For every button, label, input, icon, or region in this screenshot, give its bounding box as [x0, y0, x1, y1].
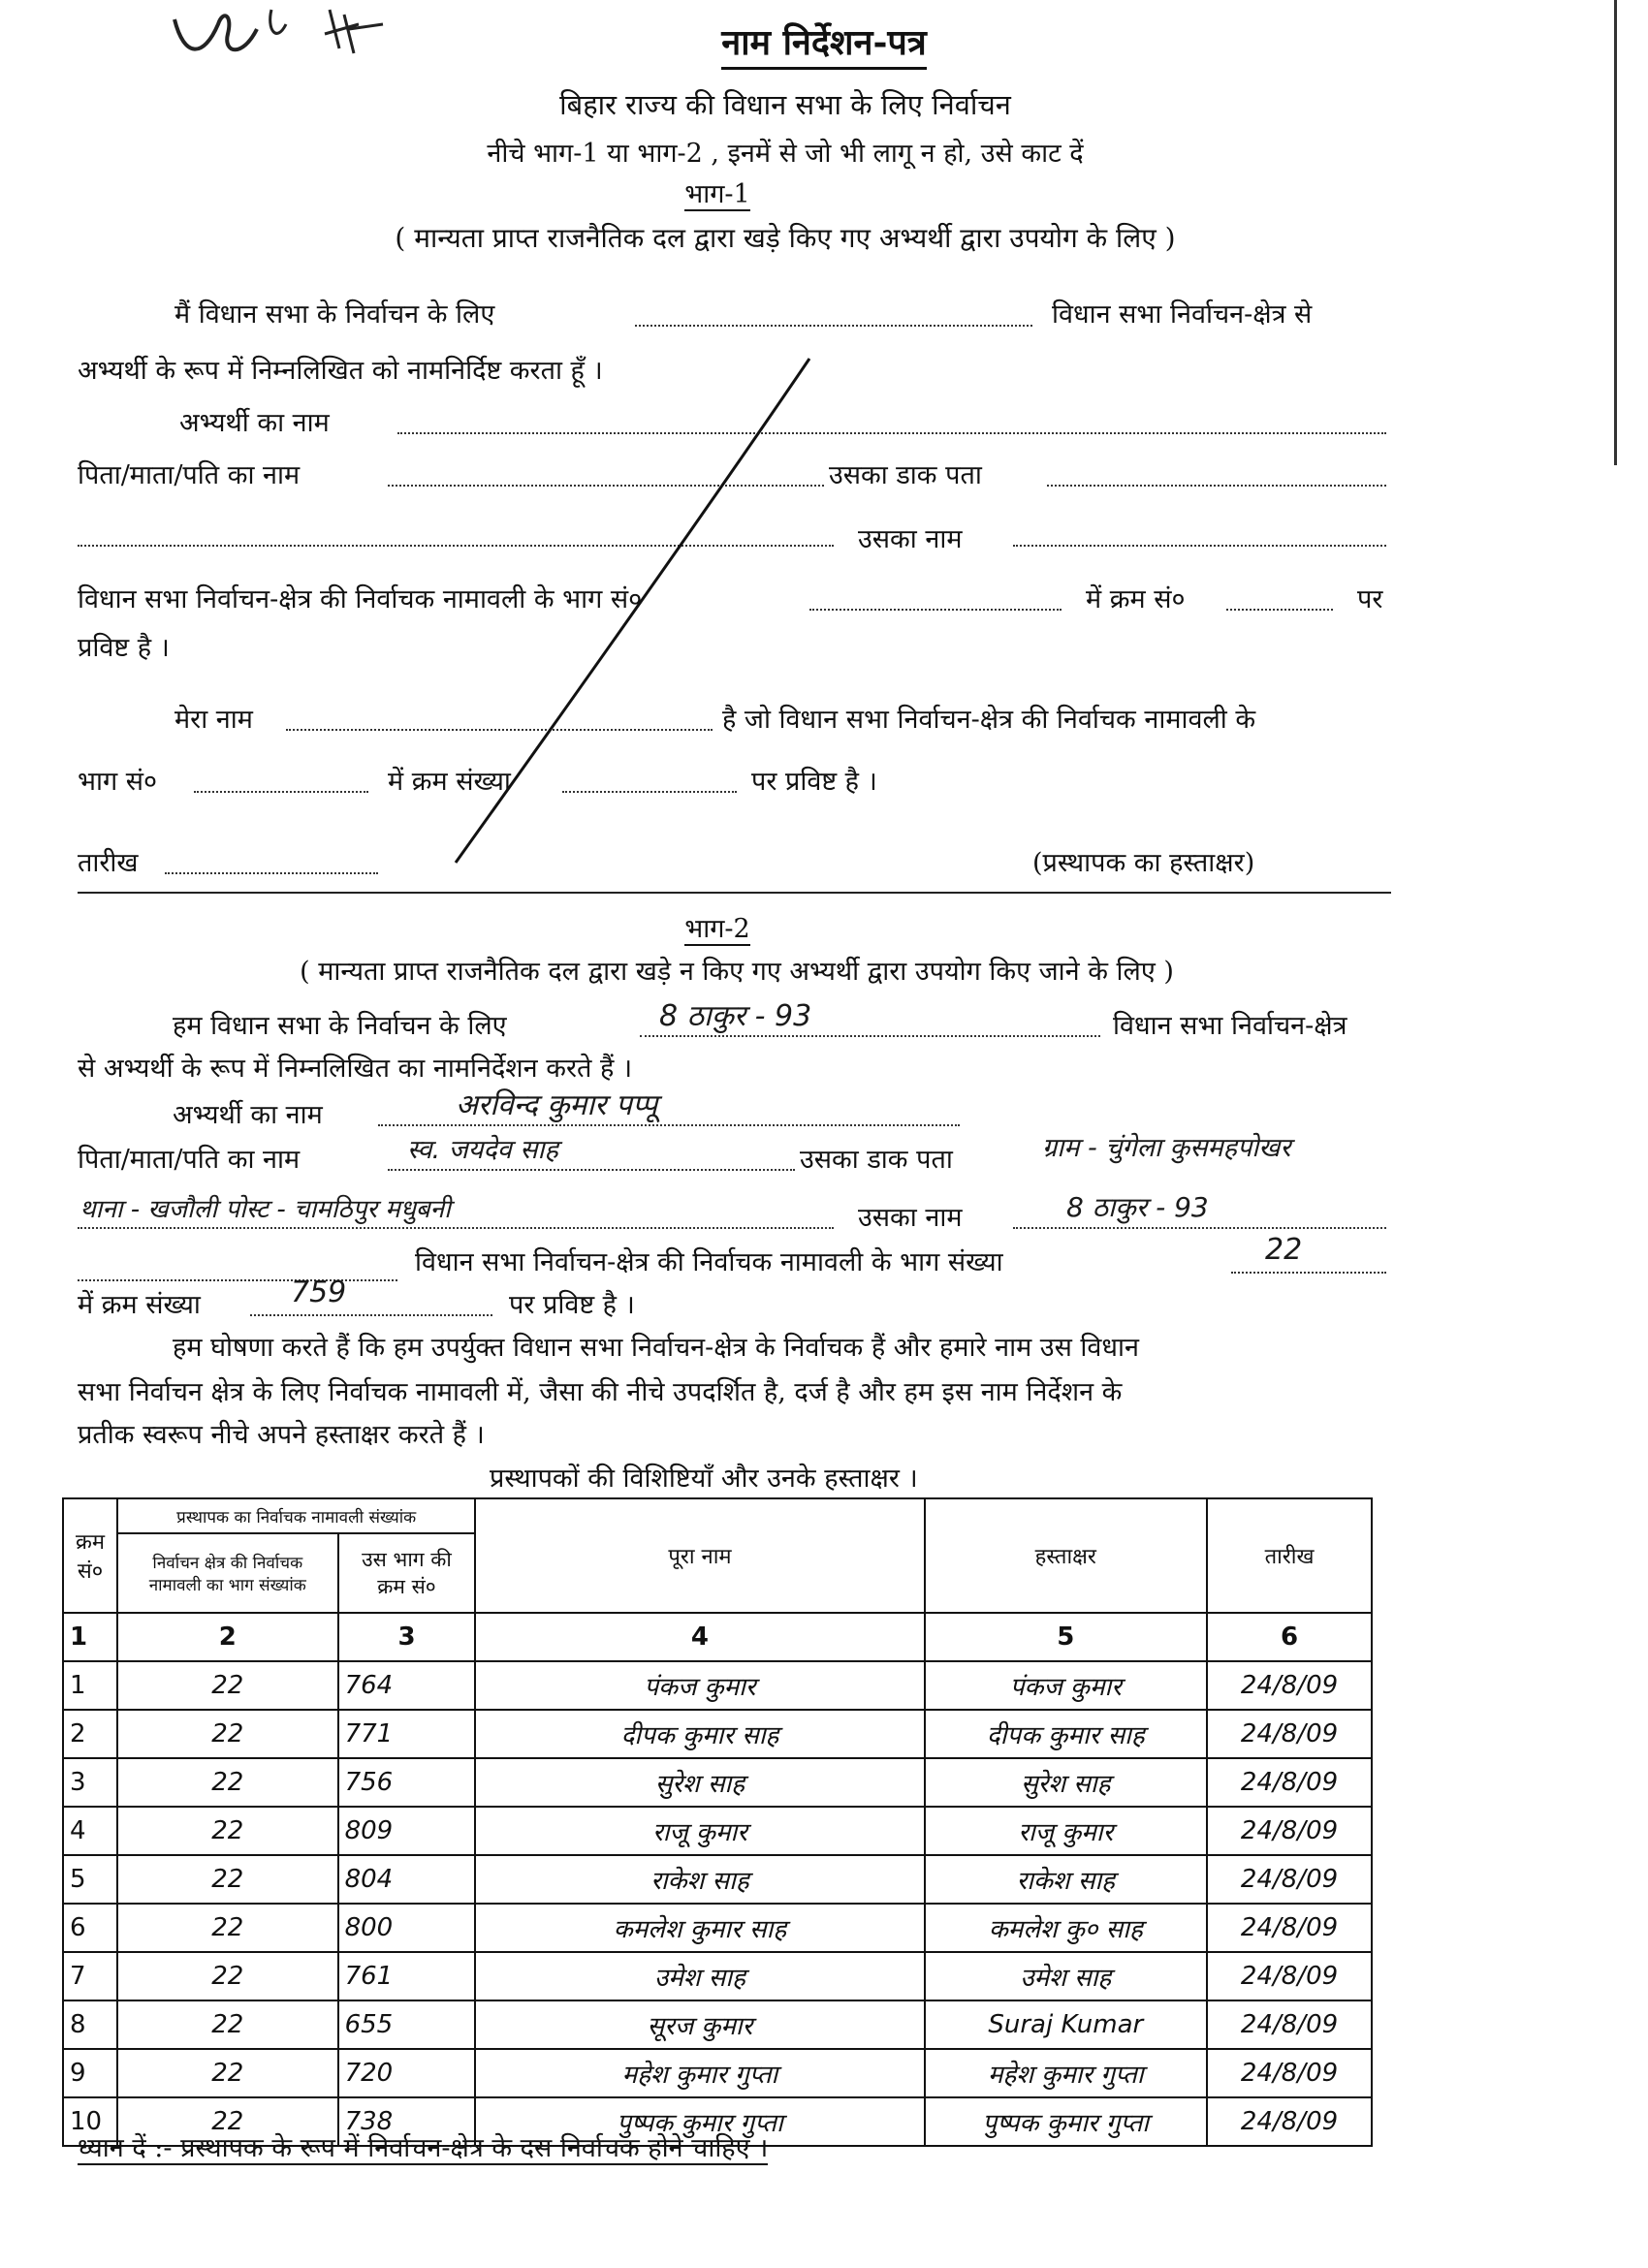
instruction-text: नीचे भाग-1 या भाग-2 , इनमें से जो भी लागू न हो, उसे काट दें [487, 139, 1084, 169]
row-sno: 2 [63, 1710, 117, 1758]
row-name: राकेश साह [475, 1855, 924, 1904]
col-number: 5 [925, 1613, 1208, 1661]
declaration-line-1: हम घोषणा करते हैं कि हम उपर्युक्त विधान सभा निर्वाचन-क्षेत्र के निर्वाचक हैं और हमारे नाम उस विधान [173, 1333, 1140, 1363]
part2-candidate-value: अरविन्द कुमार पप्पू [456, 1088, 658, 1122]
part1-entered: प्रविष्ट है । [78, 633, 170, 663]
row-signature: पुष्पक कुमार गुप्ता [925, 2097, 1208, 2146]
part1-myname-suffix: है जो विधान सभा निर्वाचन-क्षेत्र की निर्वाचक नामावली के [722, 705, 1256, 735]
row-serial: 720 [338, 2049, 476, 2097]
row-sno: 7 [63, 1952, 117, 2000]
part1-roll-serial-label: में क्रम सं० [1086, 584, 1186, 614]
row-part: 22 [117, 1661, 338, 1710]
col-number: 2 [117, 1613, 338, 1661]
part1-signature-label: (प्रस्थापक का हस्ताक्षर) [1032, 848, 1255, 878]
header-group: प्रस्थापक का निर्वाचक नामावली संख्यांक [117, 1498, 475, 1533]
row-date: 24/8/09 [1207, 1758, 1372, 1807]
part2-roll-part-blank[interactable] [1231, 1272, 1386, 1274]
row-name: महेश कुमार गुप्ता [475, 2049, 924, 2097]
row-serial: 800 [338, 1904, 476, 1952]
row-sno: 6 [63, 1904, 117, 1952]
row-part: 22 [117, 2097, 338, 2146]
part2-serial-value: 759 [291, 1276, 347, 1309]
part2-parent-value: स्व. जयदेव साह [407, 1135, 558, 1165]
part2-roll-part-value: 22 [1265, 1233, 1303, 1267]
row-date: 24/8/09 [1207, 2000, 1372, 2049]
row-name: सुरेश साह [475, 1758, 924, 1807]
table-row [63, 1710, 1372, 1758]
row-name: पंकज कुमार [475, 1661, 924, 1710]
part2-parent-label: पिता/माता/पति का नाम [78, 1145, 301, 1175]
row-part: 22 [117, 2049, 338, 2097]
part1-name-label: उसका नाम [858, 524, 963, 554]
row-sno: 5 [63, 1855, 117, 1904]
part2-heading [0, 909, 1435, 945]
row-serial: 738 [338, 2097, 476, 2146]
part1-bottom-rule [78, 892, 1391, 894]
row-name: पुष्पक कुमार गुप्ता [475, 2097, 924, 2146]
part2-heading-text: भाग-2 [684, 914, 750, 944]
row-date: 24/8/09 [1207, 2097, 1372, 2146]
row-name: राजू कुमार [475, 1807, 924, 1855]
table-row [63, 2049, 1372, 2097]
row-serial: 655 [338, 2000, 476, 2049]
col-number: 6 [1207, 1613, 1372, 1661]
part2-purpose: ( मान्यता प्राप्त राजनैतिक दल द्वारा खड़े न किए गए अभ्यर्थी द्वारा उपयोग किए जाने के लिए ) [300, 957, 1174, 987]
part1-heading-text: भाग-1 [684, 179, 750, 209]
row-part: 22 [117, 2000, 338, 2049]
part2-name-label: उसका नाम [858, 1203, 963, 1233]
part2-address-value-1: ग्राम - चुंगेला कुसमहपोखर [1042, 1133, 1291, 1163]
part2-candidate-blank[interactable] [378, 1124, 960, 1126]
row-part: 22 [117, 1855, 338, 1904]
footer-note-text: ध्यान दें :- प्रस्थापक के रूप में निर्वाचन-क्षेत्र के दस निर्वाचक होने चाहिए । [78, 2133, 769, 2163]
header-date: तारीख [1207, 1498, 1372, 1613]
col-number: 1 [63, 1613, 117, 1661]
row-part: 22 [117, 1758, 338, 1807]
part1-line1-label: मैं विधान सभा के निर्वाचन के लिए [174, 299, 495, 330]
row-signature: उमेश साह [925, 1952, 1208, 2000]
row-part: 22 [117, 1952, 338, 2000]
part2-line2: से अभ्यर्थी के रूप में निम्नलिखित का नामनिर्देशन करते हैं । [78, 1054, 633, 1084]
table-row [63, 1758, 1372, 1807]
header-name: पूरा नाम [475, 1498, 924, 1613]
table-caption: प्रस्थापकों की विशिष्टियाँ और उनके हस्ताक्षर । [490, 1464, 918, 1494]
row-date: 24/8/09 [1207, 1952, 1372, 2000]
part1-roll-label: विधान सभा निर्वाचन-क्षेत्र की निर्वाचक नामावली के भाग सं० [78, 584, 643, 614]
part1-candidate-label: अभ्यर्थी का नाम [179, 408, 330, 438]
part2-address-label: उसका डाक पता [800, 1145, 953, 1175]
row-sno: 1 [63, 1661, 117, 1710]
right-border-line [1614, 0, 1617, 465]
col-number: 3 [338, 1613, 476, 1661]
table-row [63, 1952, 1372, 2000]
row-date: 24/8/09 [1207, 1855, 1372, 1904]
part1-date-label: तारीख [78, 848, 139, 878]
part1-partno-label: भाग सं० [78, 767, 158, 797]
part2-name-blank[interactable] [1013, 1227, 1386, 1229]
table-number-row [63, 1613, 1372, 1661]
row-date: 24/8/09 [1207, 1710, 1372, 1758]
table-header-row-1 [63, 1498, 1372, 1533]
header-signature: हस्ताक्षर [925, 1498, 1208, 1613]
part1-line2: अभ्यर्थी के रूप में निम्नलिखित को नामनिर्दिष्ट करता हूँ । [78, 356, 603, 386]
declaration-line-2: सभा निर्वाचन क्षेत्र के लिए निर्वाचक नामावली में, जैसा की नीचे उपदर्शित है, दर्ज है और हम इस नाम निर्देशन के [78, 1377, 1123, 1407]
part1-purpose: ( मान्यता प्राप्त राजनैतिक दल द्वारा खड़े किए गए अभ्यर्थी द्वारा उपयोग के लिए ) [395, 222, 1176, 254]
part1-entered2: पर प्रविष्ट है । [751, 767, 877, 797]
row-date: 24/8/09 [1207, 1904, 1372, 1952]
row-part: 22 [117, 1710, 338, 1758]
header-serial: उस भाग की क्रम सं० [338, 1533, 476, 1613]
part1-roll-on: पर [1357, 584, 1383, 614]
row-date: 24/8/09 [1207, 1807, 1372, 1855]
page-title-text: नाम निर्देशन-पत्र [721, 22, 927, 70]
header-sno: क्रम सं० [63, 1498, 117, 1613]
row-signature: महेश कुमार गुप्ता [925, 2049, 1208, 2097]
part1-myname-label: मेरा नाम [174, 705, 253, 735]
part2-candidate-label: अभ्यर्थी का नाम [173, 1100, 323, 1130]
table-row [63, 1661, 1372, 1710]
part2-entered: पर प्रविष्ट है । [509, 1290, 635, 1320]
part2-roll-label: विधान सभा निर्वाचन-क्षेत्र की निर्वाचक नामावली के भाग संख्या [415, 1247, 1003, 1277]
part1-line1-suffix: विधान सभा निर्वाचन-क्षेत्र से [1052, 299, 1313, 330]
election-subtitle: बिहार राज्य की विधान सभा के लिए निर्वाचन [559, 88, 1011, 121]
declaration-line-3: प्रतीक स्वरूप नीचे अपने हस्ताक्षर करते हैं । [78, 1420, 485, 1450]
table-row [63, 1904, 1372, 1952]
row-signature: Suraj Kumar [925, 2000, 1208, 2049]
part2-roll-blank[interactable] [78, 1279, 397, 1281]
col-number: 4 [475, 1613, 924, 1661]
footer-note [78, 2128, 768, 2164]
part2-parent-blank[interactable] [388, 1169, 795, 1171]
row-signature: दीपक कुमार साह [925, 1710, 1208, 1758]
row-sno: 3 [63, 1758, 117, 1807]
part2-line1-label: हम विधान सभा के निर्वाचन के लिए [173, 1011, 507, 1041]
row-name: उमेश साह [475, 1952, 924, 2000]
row-serial: 761 [338, 1952, 476, 2000]
row-sno: 10 [63, 2097, 117, 2146]
part1-address-label: उसका डाक पता [829, 460, 982, 490]
part2-line1-suffix: विधान सभा निर्वाचन-क्षेत्र [1113, 1011, 1347, 1041]
row-serial: 804 [338, 1855, 476, 1904]
row-part: 22 [117, 1807, 338, 1855]
part1-address-blank[interactable] [1047, 485, 1386, 487]
row-name: सूरज कुमार [475, 2000, 924, 2049]
part1-parent-label: पिता/माता/पति का नाम [78, 460, 301, 490]
part2-address-blank-2[interactable] [78, 1227, 834, 1229]
part1-serial-label: में क्रम संख्या [388, 767, 511, 797]
part1-name-blank[interactable] [1013, 545, 1386, 547]
row-serial: 809 [338, 1807, 476, 1855]
part2-serial-blank[interactable] [250, 1314, 492, 1316]
row-serial: 771 [338, 1710, 476, 1758]
part1-strike-line [427, 339, 834, 882]
row-sno: 4 [63, 1807, 117, 1855]
row-name: दीपक कुमार साह [475, 1710, 924, 1758]
row-part: 22 [117, 1904, 338, 1952]
row-serial: 764 [338, 1661, 476, 1710]
part1-roll-part-blank[interactable] [809, 609, 1062, 611]
part2-constituency-blank[interactable] [640, 1035, 1100, 1037]
part1-heading [0, 174, 1435, 210]
row-signature: सुरेश साह [925, 1758, 1208, 1807]
part2-name-value: 8 ठाकुर - 93 [1066, 1191, 1209, 1223]
proposers-table [62, 1497, 1373, 2147]
part1-roll-serial-blank[interactable] [1226, 609, 1333, 611]
part2-serial-label: में क्रम संख्या [78, 1290, 201, 1320]
row-serial: 756 [338, 1758, 476, 1807]
table-row [63, 1807, 1372, 1855]
row-name: कमलेश कुमार साह [475, 1904, 924, 1952]
row-signature: पंकज कुमार [925, 1661, 1208, 1710]
row-sno: 9 [63, 2049, 117, 2097]
row-sno: 8 [63, 2000, 117, 2049]
table-row [63, 2000, 1372, 2049]
row-signature: राजू कुमार [925, 1807, 1208, 1855]
header-part: निर्वाचन क्षेत्र की निर्वाचक नामावली का भाग संख्यांक [117, 1533, 338, 1613]
part1-constituency-blank[interactable] [635, 325, 1032, 327]
part2-constituency-value: 8 ठाकुर - 93 [659, 999, 812, 1033]
table-row [63, 1855, 1372, 1904]
row-date: 24/8/09 [1207, 1661, 1372, 1710]
row-date: 24/8/09 [1207, 2049, 1372, 2097]
row-signature: कमलेश कु० साह [925, 1904, 1208, 1952]
part1-date-blank[interactable] [165, 872, 378, 874]
part2-address-value-2: थाना - खजौली पोस्ट - चामठिपुर मधुबनी [79, 1195, 451, 1224]
row-signature: राकेश साह [925, 1855, 1208, 1904]
part1-partno-blank[interactable] [194, 791, 368, 793]
page-title [0, 17, 1648, 65]
